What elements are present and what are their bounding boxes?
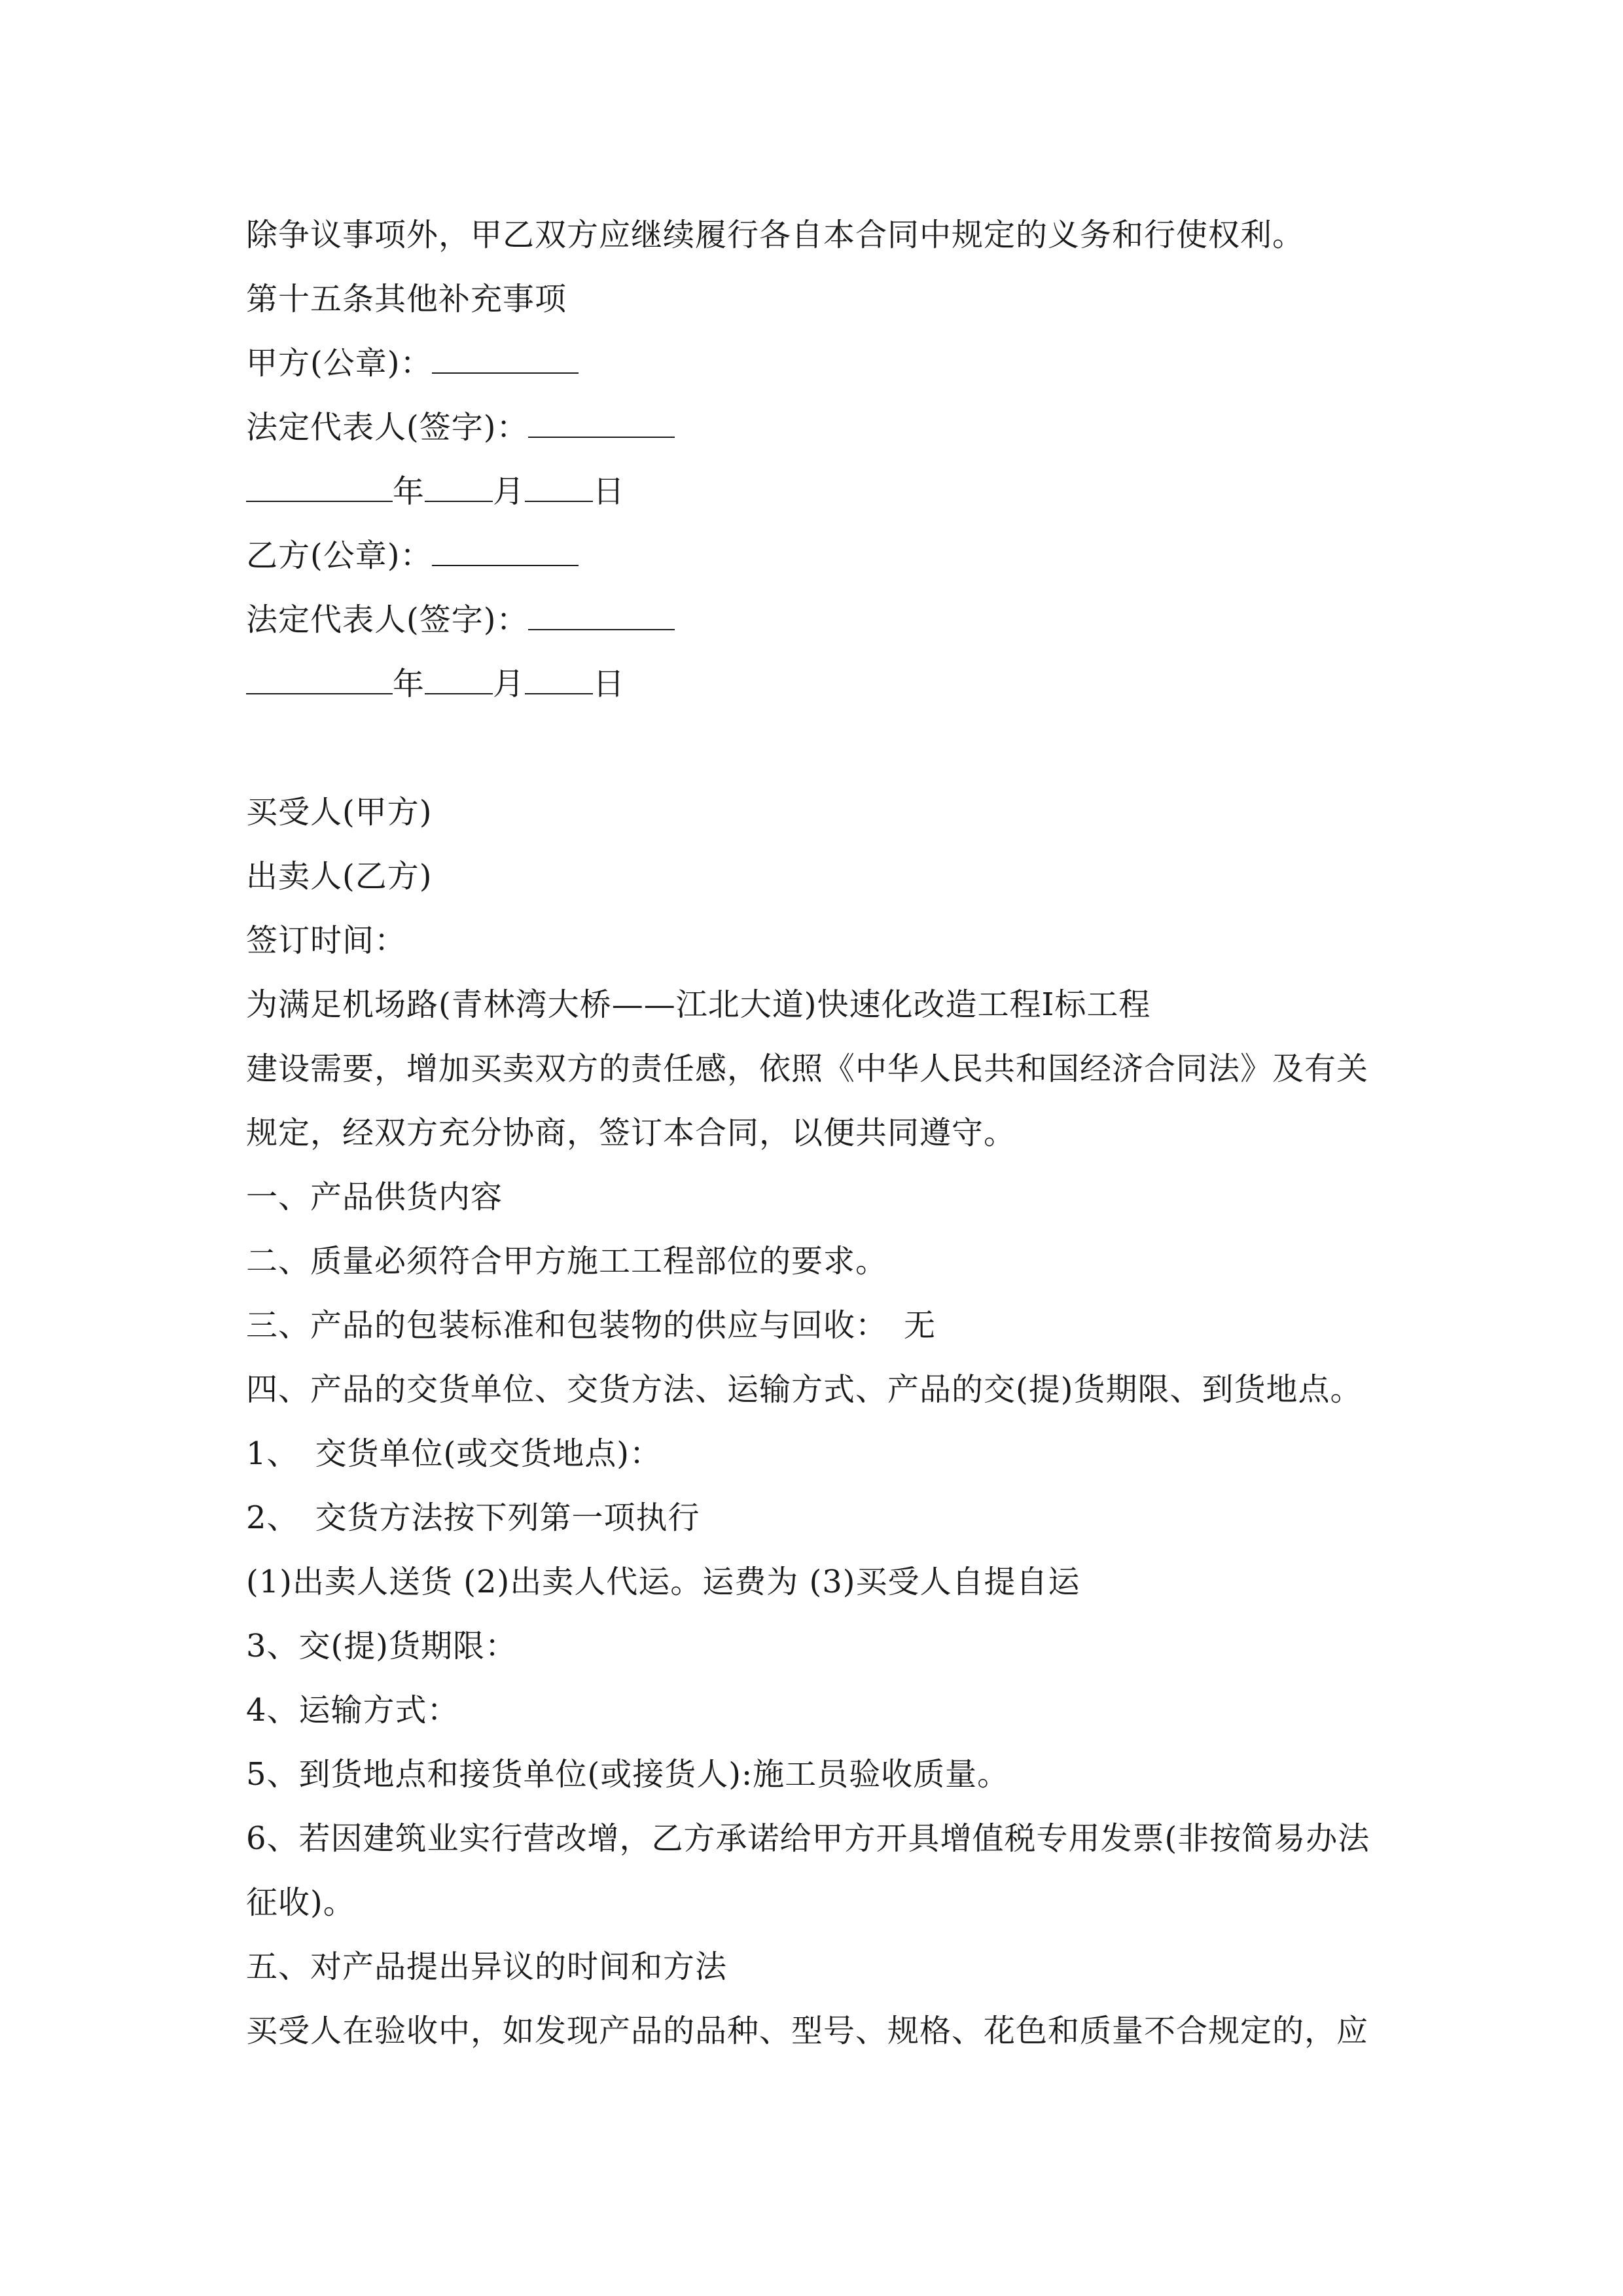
party-b-rep-label: 法定代表人(签字)： bbox=[246, 601, 529, 638]
party-b-seal-blank bbox=[432, 539, 579, 566]
party-a-month-blank bbox=[425, 475, 493, 502]
party-a-day-blank bbox=[525, 475, 593, 502]
month-label: 月 bbox=[493, 666, 526, 702]
month-label: 月 bbox=[493, 473, 526, 510]
day-label: 日 bbox=[593, 666, 626, 702]
party-b-rep-blank bbox=[528, 603, 675, 630]
party-a-rep-blank bbox=[528, 410, 675, 438]
party-a-seal-line bbox=[246, 331, 1424, 395]
party-a-seal-label: 甲方(公章)： bbox=[246, 345, 433, 382]
party-a-rep-line bbox=[246, 395, 1424, 459]
section-5-heading: 五、对产品提出异议的时间和方法 bbox=[246, 1948, 728, 1985]
party-a-seal-blank bbox=[432, 346, 579, 374]
section-3-heading: 三、产品的包装标准和包装物的供应与回收： 无 bbox=[246, 1307, 936, 1344]
item-5-arrival: 5、到货地点和接货单位(或接货人):施工员验收质量。 bbox=[246, 1756, 1010, 1793]
party-b-year-blank bbox=[246, 667, 393, 694]
buyer-line: 买受人(甲方) bbox=[246, 794, 433, 831]
section-5-text: 买受人在验收中，如发现产品的品种、型号、规格、花色和质量不合规定的，应 bbox=[246, 2013, 1369, 2049]
party-b-seal-line bbox=[246, 524, 1424, 588]
party-b-date-line bbox=[246, 652, 1424, 716]
signing-time-line: 签订时间： bbox=[246, 922, 407, 959]
project-intro-line: 为满足机场路(青林湾大桥——江北大道)快速化改造工程Ⅰ标工程 bbox=[246, 986, 1151, 1023]
purpose-line-2: 规定，经双方充分协商，签订本合同，以便共同遵守。 bbox=[246, 1115, 1016, 1151]
section-gap bbox=[246, 716, 1424, 780]
party-b-rep-line bbox=[246, 588, 1424, 652]
day-label: 日 bbox=[593, 473, 626, 510]
delivery-options-line: (1)出卖人送货 (2)出卖人代运。运费为 (3)买受人自提自运 bbox=[246, 1564, 1080, 1600]
item-4-transport: 4、运输方式： bbox=[246, 1692, 459, 1729]
paragraph-disputes: 除争议事项外，甲乙双方应继续履行各自本合同中规定的义务和行使权利。 bbox=[246, 217, 1305, 253]
document-body bbox=[246, 203, 1424, 2063]
item-6-vat-line-2: 征收)。 bbox=[246, 1884, 355, 1921]
section-4-heading: 四、产品的交货单位、交货方法、运输方式、产品的交(提)货期限、到货地点。 bbox=[246, 1371, 1363, 1408]
seller-line: 出卖人(乙方) bbox=[246, 858, 433, 895]
party-b-day-blank bbox=[525, 667, 593, 694]
article-15-heading: 第十五条其他补充事项 bbox=[246, 281, 567, 317]
item-6-vat-line-1: 6、若因建筑业实行营改增，乙方承诺给甲方开具增值税专用发票(非按简易办法 bbox=[246, 1820, 1370, 1857]
purpose-line-1: 建设需要，增加买卖双方的责任感，依照《中华人民共和国经济合同法》及有关 bbox=[246, 1050, 1369, 1087]
year-label: 年 bbox=[393, 666, 425, 702]
section-2-heading: 二、质量必须符合甲方施工工程部位的要求。 bbox=[246, 1243, 888, 1280]
party-a-year-blank bbox=[246, 475, 393, 502]
party-b-month-blank bbox=[425, 667, 493, 694]
item-2-delivery-method: 2、 交货方法按下列第一项执行 bbox=[246, 1499, 700, 1536]
item-3-delivery-period: 3、交(提)货期限： bbox=[246, 1628, 517, 1664]
year-label: 年 bbox=[393, 473, 425, 510]
party-a-date-line bbox=[246, 459, 1424, 524]
party-b-seal-label: 乙方(公章)： bbox=[246, 537, 433, 574]
section-1-heading: 一、产品供货内容 bbox=[246, 1179, 503, 1215]
party-a-rep-label: 法定代表人(签字)： bbox=[246, 409, 529, 446]
item-1-delivery-unit: 1、 交货单位(或交货地点)： bbox=[246, 1435, 662, 1472]
